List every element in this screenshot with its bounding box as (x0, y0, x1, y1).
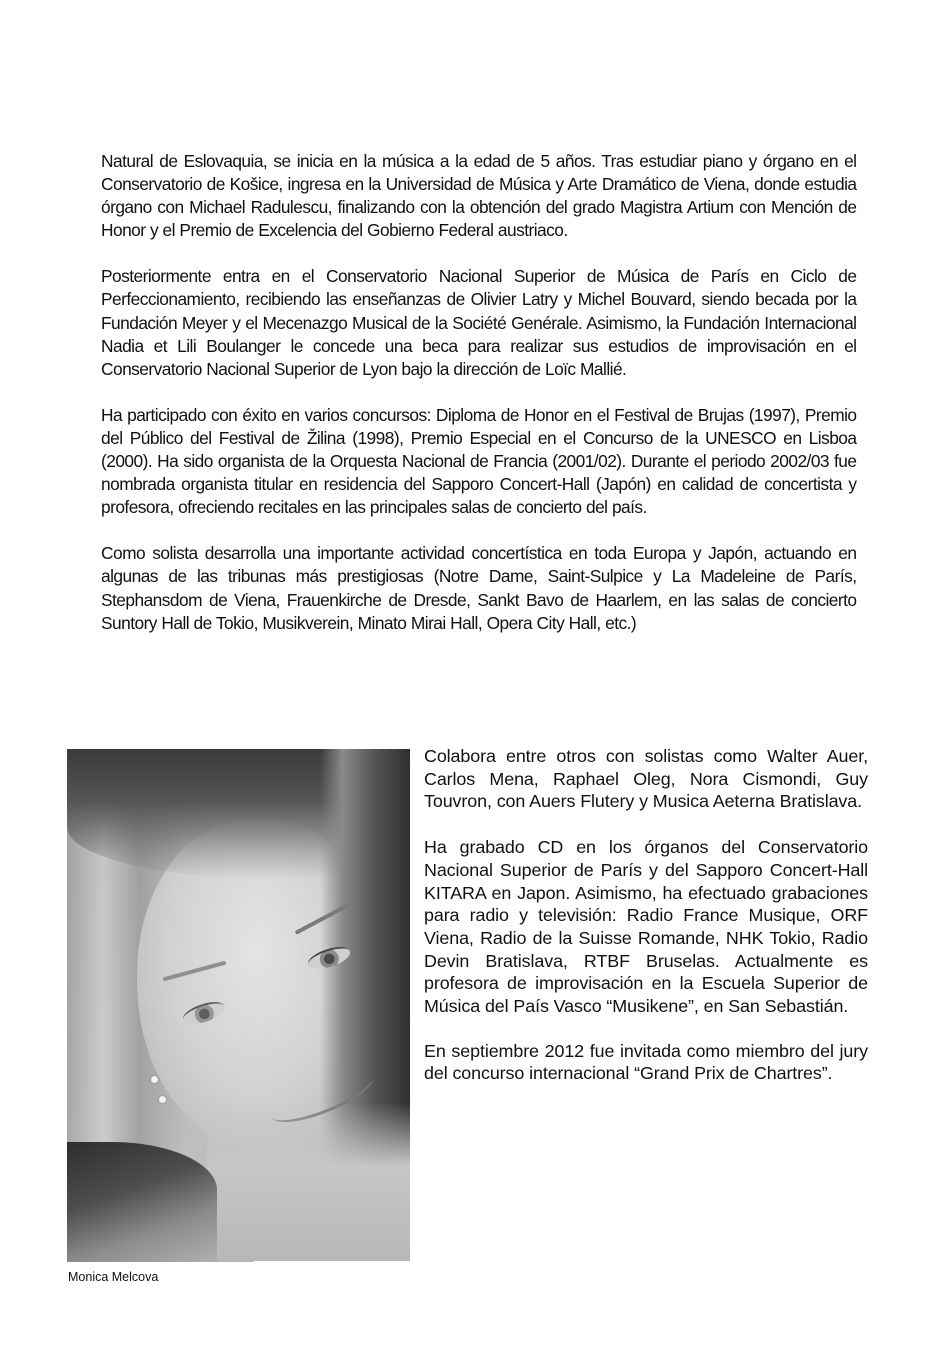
paragraph-paris-studies: Posteriormente entra en el Conservatorio Nacional Superior de Música de París en Ciclo de Perfeccionamiento, recibiendo las enseñanzas de Olivier Latry y Michel Bouvard, siendo becada por la Fundación Meyer y el Mecenazgo Musical de la Société Genérale. Asimismo, la Fundación Internacional Nadia et Lili Boulanger le concede una beca para realizar sus estudios de improvisación en el Conservatorio Nacional Superior de Lyon bajo la dirección de Loïc Mallié. (101, 266, 857, 379)
photo-shirt (67, 1142, 217, 1262)
paragraph-collaborations: Colabora entre otros con solistas como Walter Auer, Carlos Mena, Raphael Oleg, Nora Cismondi, Guy Touvron, con Auers Flutery y Musica Aeterna Bratislava. (424, 746, 868, 812)
paragraph-competitions: Ha participado con éxito en varios concursos: Diploma de Honor en el Festival de Brujas (1997), Premio del Público del Festival de Žilina (1998), Premio Especial en el Concurso de la UNESCO en Lisboa (2000). Ha sido organista de la Orquesta Nacional de Francia (2001/02). Durante el periodo 2002/03 fue nombrada organista titular en residencia del Sapporo Concert-Hall (Japón) en calidad de concertista y profesora, ofreciendo recitales en las principales salas de concierto del país. (101, 404, 857, 518)
biography-side-text (424, 745, 868, 1085)
biography-main-text (101, 150, 868, 635)
photo-neck (207, 1102, 410, 1262)
paragraph-concert-activity: Como solista desarrolla una importante actividad concertística en toda Europa y Japón, actuando en algunas de las tribunas más prestigiosas (Notre Dame, Saint-Sulpice y La Madeleine de París, Stephansdom de Viena, Frauenkirche de Dresde, Sankt Bavo de Haarlem, en las salas de concierto Suntory Hall de Tokio, Musikverein, Minato Mirai Hall, Opera City Hall, etc.) (101, 543, 857, 633)
photo-caption: Monica Melcova (68, 1270, 159, 1284)
portrait-photo (67, 749, 410, 1262)
photo-earring (159, 1096, 166, 1103)
photo-edge-notch (254, 1261, 411, 1263)
paragraph-jury: En septiembre 2012 fue invitada como miembro del jury del concurso internacional “Grand Prix de Chartres”. (424, 1040, 868, 1084)
photo-earring (151, 1076, 158, 1083)
paragraph-early-training: Natural de Eslovaquia, se inicia en la música a la edad de 5 años. Tras estudiar piano y órgano en el Conservatorio de Košice, ingresa en la Universidad de Música y Arte Dramático de Viena, donde estudia órgano con Michael Radulescu, finalizando con la obtención del grado Magistra Artium con Mención de Honor y el Premio de Excelencia del Gobierno Federal austriaco. (101, 151, 857, 241)
paragraph-recordings: Ha grabado CD en los órganos del Conservatorio Nacional Superior de París y del Sapporo Concert-Hall KITARA en Japon. Asimismo, ha efectuado grabaciones para radio y televisión: Radio France Musique, ORF Viena, Radio de la Suisse Romande, NHK Tokio, Radio Devin Bratislava, RTBF Bruselas. Actualmente es profesora de improvisación en la Escuela Superior de Música del País Vasco “Musikene”, en San Sebastián. (424, 837, 868, 1017)
